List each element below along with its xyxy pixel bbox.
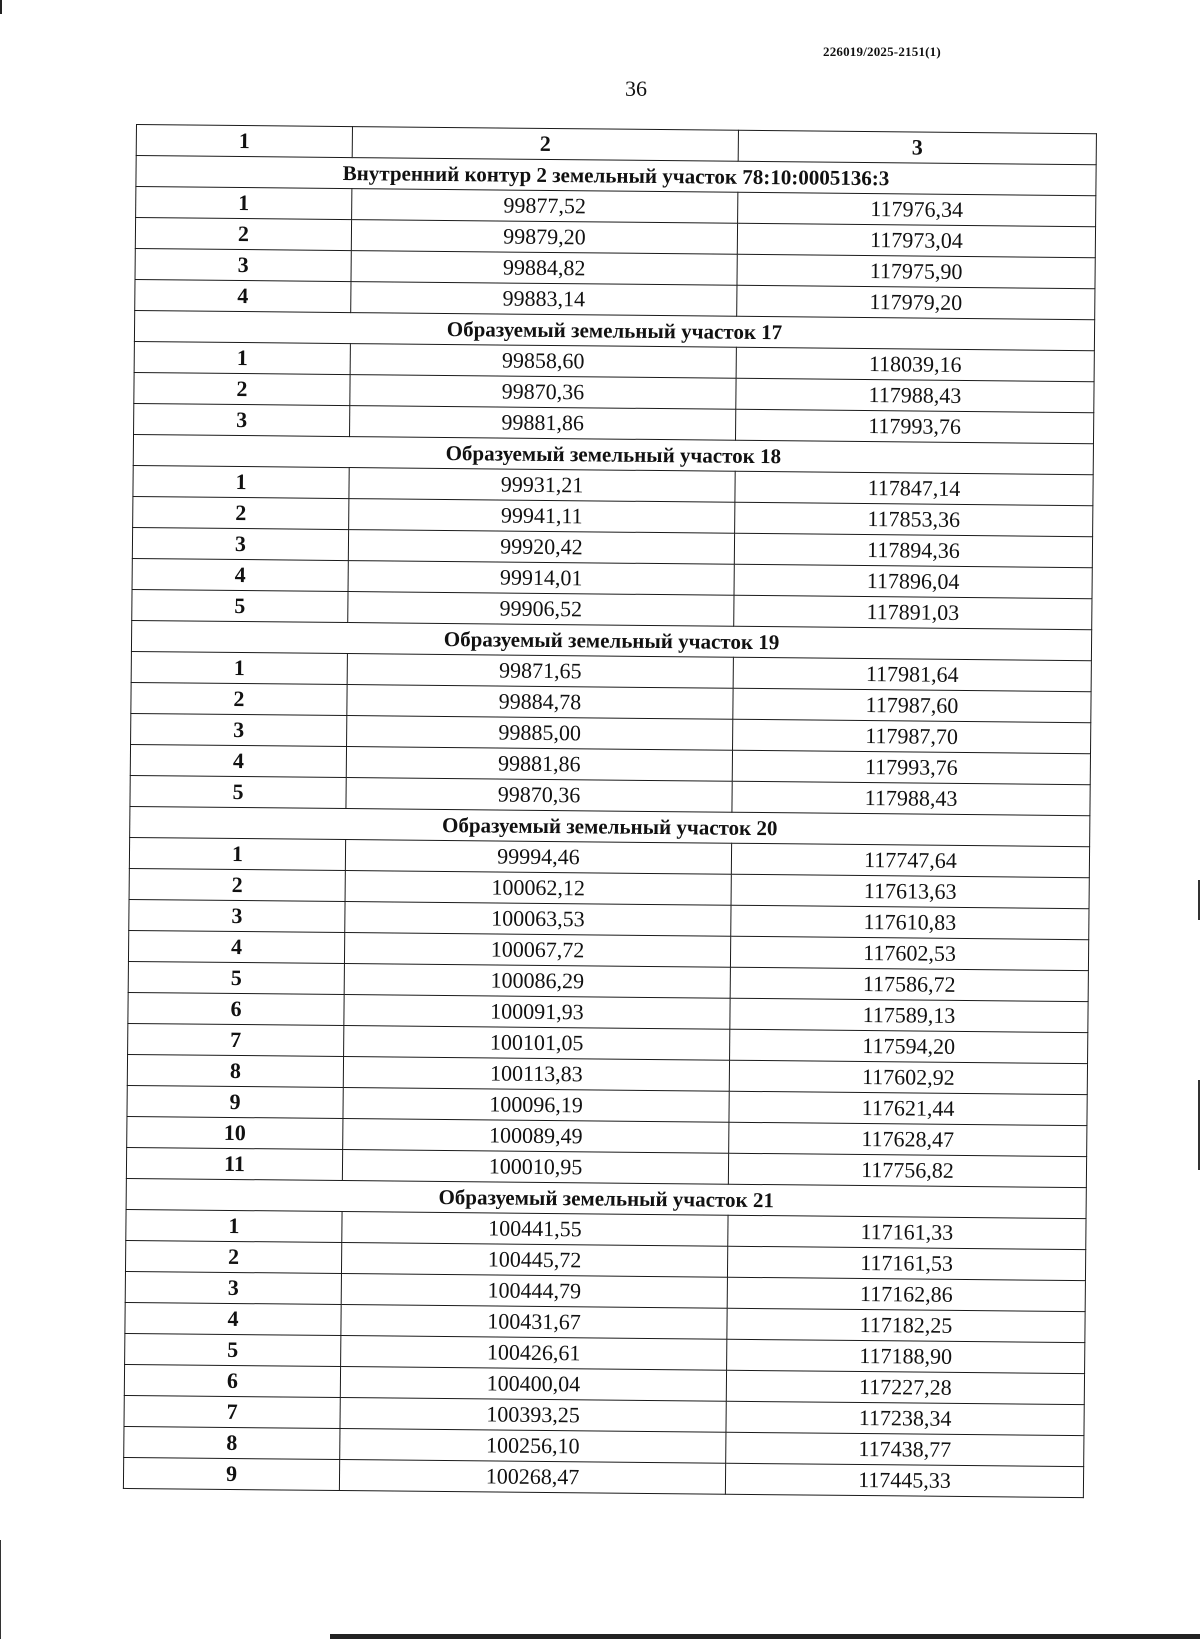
y-coordinate-cell: 117438,77 [726,1432,1084,1466]
x-coordinate-cell: 100400,04 [340,1367,726,1402]
x-coordinate-cell: 100067,72 [344,933,730,968]
point-number-cell: 3 [131,713,347,746]
point-number-cell: 8 [124,1426,340,1459]
point-number-cell: 2 [125,1240,341,1273]
point-number-cell: 4 [125,1302,341,1335]
x-coordinate-cell: 99870,36 [346,778,732,813]
point-number-cell: 6 [124,1364,340,1397]
point-number-cell: 2 [134,372,350,405]
y-coordinate-cell: 117161,33 [728,1215,1086,1249]
column-header: 3 [738,130,1096,164]
y-coordinate-cell: 117227,28 [726,1370,1084,1404]
x-coordinate-cell: 99877,52 [352,189,738,224]
y-coordinate-cell: 117847,14 [735,471,1093,505]
x-coordinate-cell: 99871,65 [347,654,733,689]
y-coordinate-cell: 117445,33 [725,1463,1083,1497]
y-coordinate-cell: 117987,70 [733,719,1091,753]
x-coordinate-cell: 100063,53 [345,902,731,937]
x-coordinate-cell: 100089,49 [343,1119,729,1154]
y-coordinate-cell: 117993,76 [732,750,1090,784]
x-coordinate-cell: 99883,14 [351,282,737,317]
y-coordinate-cell: 117602,53 [730,936,1088,970]
y-coordinate-cell: 117182,25 [727,1308,1085,1342]
x-coordinate-cell: 99885,00 [347,716,733,751]
y-coordinate-cell: 117589,13 [730,998,1088,1032]
x-coordinate-cell: 99881,86 [346,747,732,782]
point-number-cell: 4 [128,930,344,963]
point-number-cell: 2 [135,218,351,251]
section-title: Внутренний контур 2 земельный участок 78:10:0005136:3 [136,156,1096,196]
point-number-cell: 3 [134,403,350,436]
page-number: 36 [625,76,647,101]
scan-bottom-bar [330,1634,1200,1639]
point-number-cell: 5 [132,589,348,622]
document-number: 226019/2025-2151(1) [823,44,941,59]
x-coordinate-cell: 100086,29 [344,964,730,999]
point-number-cell: 2 [129,868,345,901]
y-coordinate-cell: 117747,64 [731,843,1089,877]
y-coordinate-cell: 117162,86 [727,1277,1085,1311]
y-coordinate-cell: 117896,04 [734,564,1092,598]
point-number-cell: 3 [125,1271,341,1304]
x-coordinate-cell: 100062,12 [345,871,731,906]
x-coordinate-cell: 99906,52 [348,592,734,627]
point-number-cell: 5 [130,775,346,808]
point-number-cell: 11 [126,1147,342,1180]
point-number-cell: 4 [132,558,348,591]
section-title: Образуемый земельный участок 17 [134,310,1094,350]
point-number-cell: 1 [133,465,349,498]
y-coordinate-cell: 117613,63 [731,874,1089,908]
point-number-cell: 7 [128,1023,344,1056]
x-coordinate-cell: 99884,78 [347,685,733,720]
x-coordinate-cell: 99858,60 [350,344,736,379]
x-coordinate-cell: 100101,05 [344,1026,730,1061]
y-coordinate-cell: 117610,83 [731,905,1089,939]
y-coordinate-cell: 117981,64 [733,657,1091,691]
y-coordinate-cell: 117979,20 [737,285,1095,319]
y-coordinate-cell: 117891,03 [734,595,1092,629]
x-coordinate-cell: 99870,36 [350,375,736,410]
point-number-cell: 3 [129,899,345,932]
x-coordinate-cell: 99879,20 [351,220,737,255]
y-coordinate-cell: 117894,36 [734,533,1092,567]
y-coordinate-cell: 117628,47 [729,1122,1087,1156]
point-number-cell: 4 [135,279,351,312]
y-coordinate-cell: 117161,53 [727,1246,1085,1280]
x-coordinate-cell: 99994,46 [345,840,731,875]
x-coordinate-cell: 100393,25 [340,1398,726,1433]
scan-edge-mark [0,1540,1,1639]
x-coordinate-cell: 100256,10 [340,1429,726,1464]
point-number-cell: 9 [127,1085,343,1118]
y-coordinate-cell: 117238,34 [726,1401,1084,1435]
point-number-cell: 1 [126,1209,342,1242]
y-coordinate-cell: 117988,43 [732,781,1090,815]
y-coordinate-cell: 117621,44 [729,1091,1087,1125]
y-coordinate-cell: 117853,36 [735,502,1093,536]
point-number-cell: 3 [132,527,348,560]
point-number-cell: 10 [127,1116,343,1149]
point-number-cell: 2 [131,682,347,715]
x-coordinate-cell: 100426,61 [341,1336,727,1371]
column-header: 2 [352,127,738,162]
section-title: Образуемый земельный участок 19 [131,620,1091,660]
point-number-cell: 5 [125,1333,341,1366]
coordinates-table [123,124,1097,1498]
y-coordinate-cell: 117602,92 [729,1060,1087,1094]
point-number-cell: 9 [123,1457,339,1490]
x-coordinate-cell: 100091,93 [344,995,730,1030]
x-coordinate-cell: 100441,55 [342,1212,728,1247]
point-number-cell: 6 [128,992,344,1025]
point-number-cell: 1 [136,187,352,220]
point-number-cell: 1 [131,651,347,684]
x-coordinate-cell: 100096,19 [343,1088,729,1123]
point-number-cell: 1 [129,837,345,870]
y-coordinate-cell: 117594,20 [730,1029,1088,1063]
section-title: Образуемый земельный участок 18 [133,434,1093,474]
y-coordinate-cell: 117973,04 [737,223,1095,257]
x-coordinate-cell: 99914,01 [348,561,734,596]
point-number-cell: 1 [134,341,350,374]
section-title: Образуемый земельный участок 20 [130,806,1090,846]
y-coordinate-cell: 118039,16 [736,347,1094,381]
point-number-cell: 3 [135,248,351,281]
coordinates-table-body [123,125,1096,1498]
x-coordinate-cell: 99881,86 [350,406,736,441]
point-number-cell: 4 [130,744,346,777]
x-coordinate-cell: 99931,21 [349,468,735,503]
y-coordinate-cell: 117975,90 [737,254,1095,288]
x-coordinate-cell: 100010,95 [342,1150,728,1185]
y-coordinate-cell: 117586,72 [730,967,1088,1001]
y-coordinate-cell: 117993,76 [735,409,1093,443]
column-header: 1 [136,125,352,158]
point-number-cell: 8 [127,1054,343,1087]
x-coordinate-cell: 99920,42 [348,530,734,565]
x-coordinate-cell: 100113,83 [343,1057,729,1092]
point-number-cell: 7 [124,1395,340,1428]
scan-edge-mark [0,0,2,14]
x-coordinate-cell: 99884,82 [351,251,737,286]
x-coordinate-cell: 100445,72 [341,1243,727,1278]
point-number-cell: 2 [133,496,349,529]
x-coordinate-cell: 99941,11 [349,499,735,534]
y-coordinate-cell: 117188,90 [727,1339,1085,1373]
section-title: Образуемый земельный участок 21 [126,1178,1086,1218]
y-coordinate-cell: 117756,82 [728,1153,1086,1187]
y-coordinate-cell: 117976,34 [738,192,1096,226]
x-coordinate-cell: 100431,67 [341,1305,727,1340]
y-coordinate-cell: 117987,60 [733,688,1091,722]
x-coordinate-cell: 100268,47 [339,1460,725,1495]
y-coordinate-cell: 117988,43 [736,378,1094,412]
point-number-cell: 5 [128,961,344,994]
x-coordinate-cell: 100444,79 [341,1274,727,1309]
